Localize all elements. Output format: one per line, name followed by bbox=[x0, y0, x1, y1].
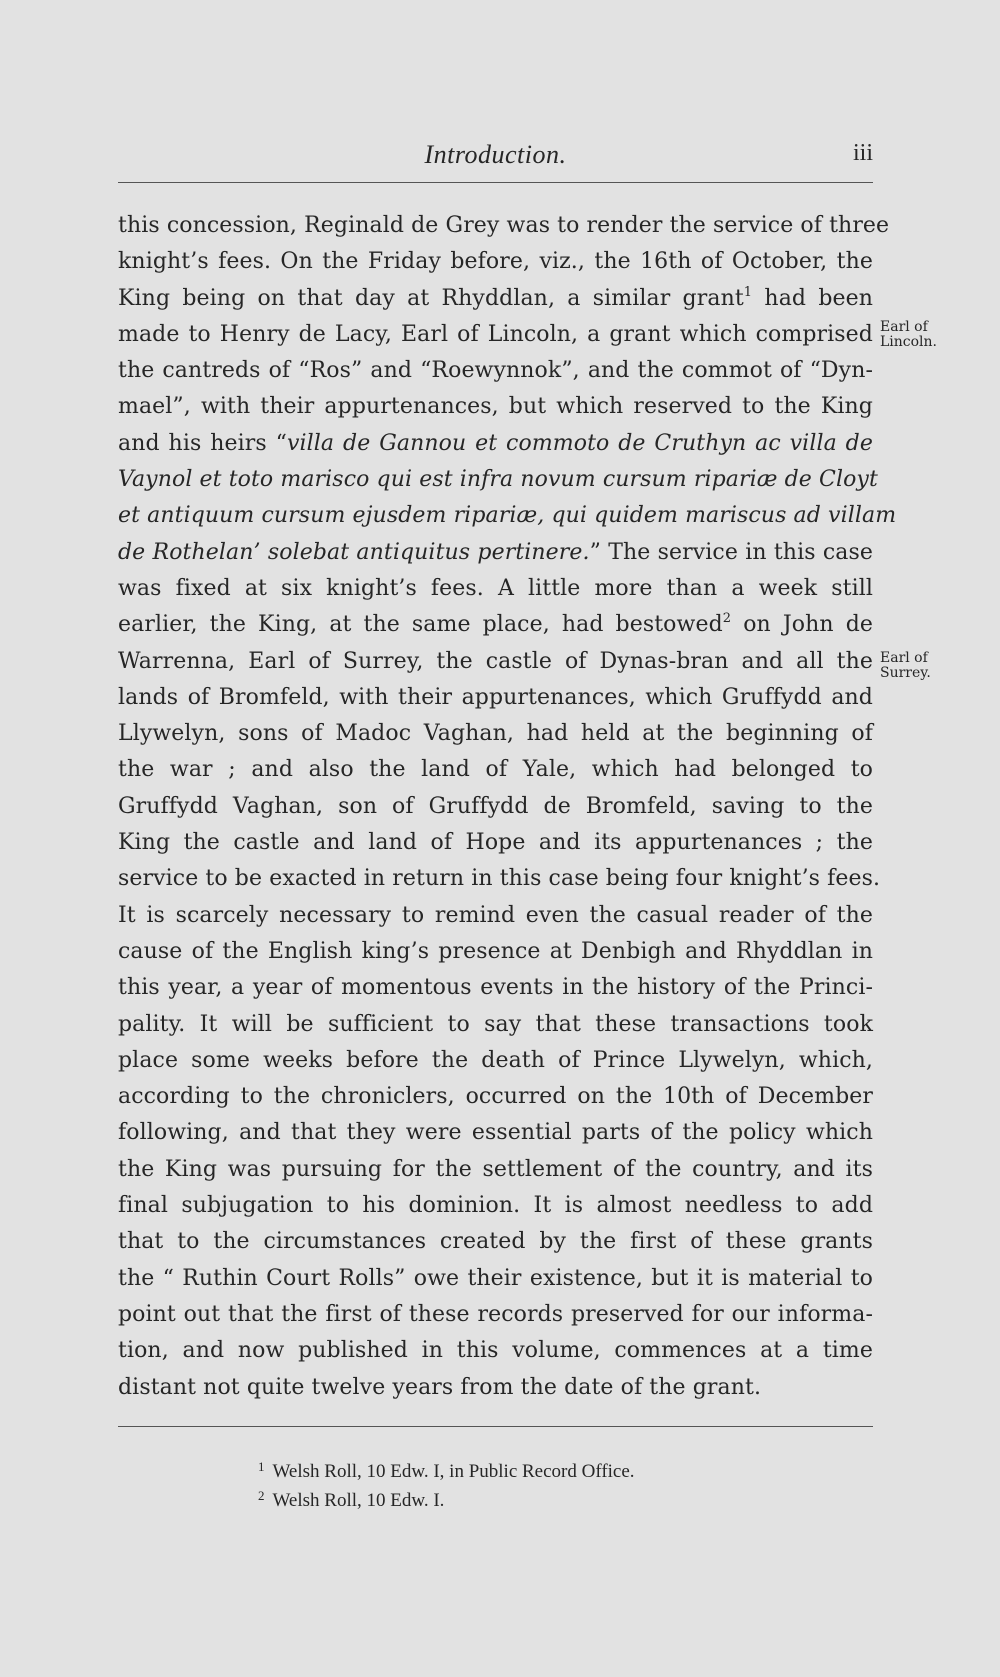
text-line: the King was pursuing for the settlement of the country, and its bbox=[118, 1156, 873, 1182]
text-line: knight’s fees. On the Friday before, viz., the 16th of October, the bbox=[118, 249, 873, 275]
text-line: King the castle and land of Hope and its appurtenances ; the bbox=[118, 830, 873, 856]
text-line: made to Henry de Lacy, Earl of Lincoln, a grant which comprised bbox=[118, 321, 873, 347]
text-line: this year, a year of momentous events in the history of the Princi- bbox=[118, 975, 873, 1001]
text-line: that to the circumstances created by the first of these grants bbox=[118, 1229, 873, 1255]
page-header bbox=[118, 138, 873, 178]
page-number: iii bbox=[852, 140, 873, 166]
text-line: and his heirs “villa de Gannou et commoto de Cruthyn ac villa de bbox=[118, 430, 873, 456]
text-line: et antiquum cursum ejusdem ripariæ, qui quidem mariscus ad villam bbox=[118, 503, 897, 529]
footnote-rule bbox=[118, 1426, 873, 1427]
text-line: following, and that they were essential parts of the policy which bbox=[118, 1120, 873, 1146]
text-line: Gruffydd Vaghan, son of Gruffydd de Bromfeld, saving to the bbox=[118, 793, 873, 819]
footnote-ref: 1 bbox=[743, 284, 753, 300]
text-line: tion, and now published in this volume, commences at a time bbox=[118, 1338, 873, 1364]
footnote-1: $^1$ Welsh Roll, 10 Edw. I, in Public Record Office. bbox=[258, 1459, 635, 1482]
text-line: point out that the first of these records preserved for our informa- bbox=[118, 1301, 873, 1327]
text-line: distant not quite twelve years from the date of the grant. bbox=[118, 1374, 762, 1400]
text-line: Llywelyn, sons of Madoc Vaghan, had held at the beginning of bbox=[118, 721, 873, 747]
margin-note-lincoln: Earl of Lincoln. bbox=[880, 319, 938, 350]
text-line: de Rothelan’ solebat antiquitus pertinere.” The service in this case bbox=[118, 539, 873, 565]
text-line: Vaynol et toto marisco qui est infra novum cursum ripariæ de Cloyt bbox=[118, 467, 878, 493]
footnotes bbox=[258, 1452, 635, 1510]
text-line: Warrenna, Earl of Surrey, the castle of Dynas-bran and all the bbox=[118, 648, 873, 674]
text-line: final subjugation to his dominion. It is almost needless to add bbox=[118, 1193, 873, 1219]
text-line: place some weeks before the death of Prince Llywelyn, which, bbox=[118, 1047, 873, 1073]
text-line: this concession, Reginald de Grey was to render the service of three bbox=[118, 213, 890, 238]
text-line: It is scarcely necessary to remind even the casual reader of the bbox=[118, 902, 873, 928]
text-line: cause of the English king’s presence at Denbigh and Rhyddlan in bbox=[118, 938, 873, 964]
text-line: the cantreds of “Ros” and “Roewynnok”, and the commot of “Dyn- bbox=[118, 358, 873, 384]
text-line: mael”, with their appurtenances, but which reserved to the King bbox=[118, 394, 873, 420]
running-title: Introduction. bbox=[424, 140, 567, 169]
text-line: service to be exacted in return in this case being four knight’s fees. bbox=[118, 866, 881, 892]
text-line: earlier, the King, at the same place, had bestowed$^2$ on John de bbox=[118, 611, 873, 638]
margin-note-surrey: Earl of Surrey. bbox=[880, 650, 931, 681]
text-line: the “ Ruthin Court Rolls” owe their existence, but it is material to bbox=[118, 1265, 873, 1291]
text-line: the war ; and also the land of Yale, which had belonged to bbox=[118, 757, 873, 783]
footnote-ref: 2 bbox=[722, 611, 732, 627]
text-line: lands of Bromfeld, with their appurtenances, which Gruffydd and bbox=[118, 684, 873, 710]
header-rule bbox=[118, 182, 873, 183]
text-line: according to the chroniclers, occurred on the 10th of December bbox=[118, 1084, 873, 1110]
text-line: King being on that day at Rhyddlan, a similar grant$^1$ had been bbox=[118, 284, 874, 311]
body-text bbox=[118, 208, 897, 1406]
text-line: pality. It will be sufficient to say that these transactions took bbox=[118, 1011, 873, 1037]
text-line: was fixed at six knight’s fees. A little more than a week still bbox=[118, 575, 873, 601]
footnote-2: $^2$ Welsh Roll, 10 Edw. I. bbox=[258, 1488, 445, 1511]
